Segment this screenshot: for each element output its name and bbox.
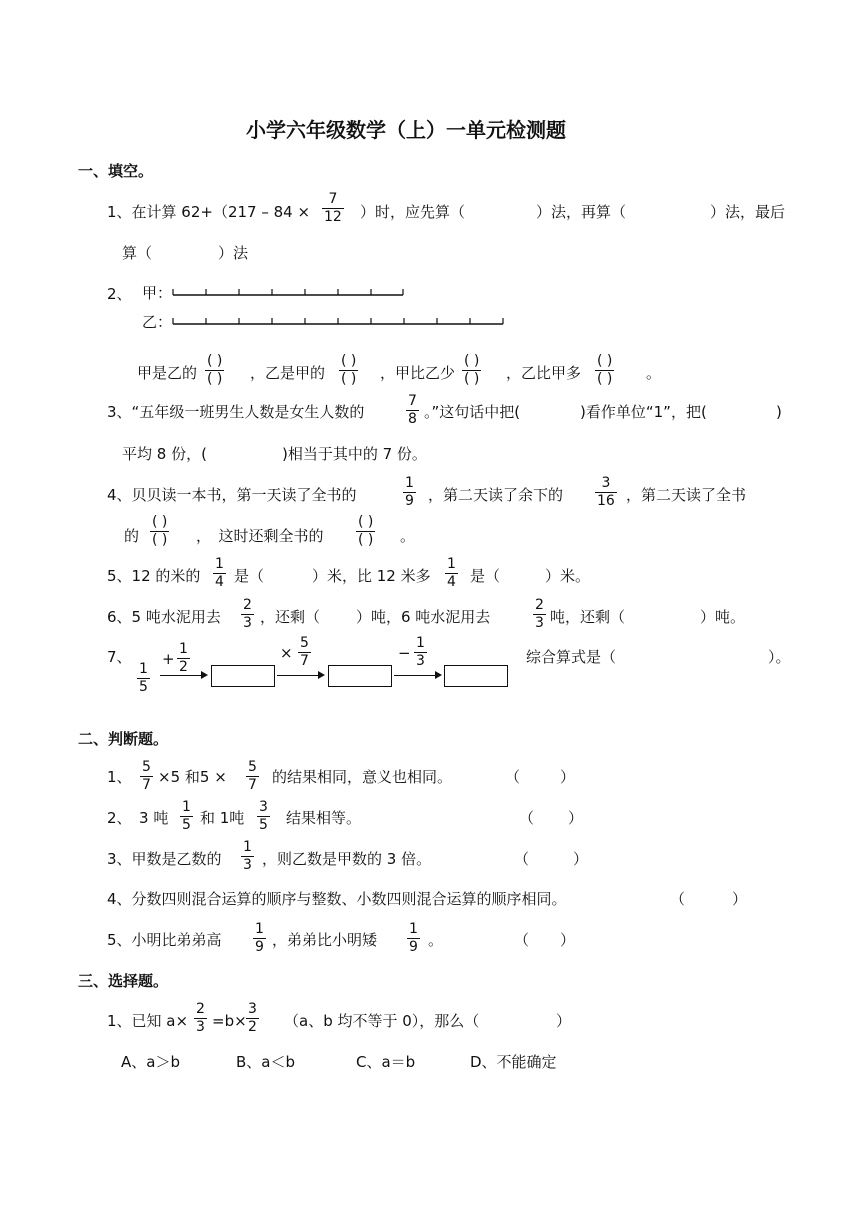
numerator: 5 — [300, 635, 309, 651]
q7-op-minus: − — [398, 644, 411, 662]
denominator: 8 — [408, 411, 417, 427]
q2-text-1: 甲是乙的 — [137, 364, 198, 382]
denominator: 12 — [324, 209, 342, 225]
j3-text-a: 3、甲数是乙数的 — [107, 850, 222, 868]
q1-text-g: ）法 — [218, 244, 249, 262]
q5-text-e: ）米。 — [545, 567, 591, 585]
q5-text-d: 是（ — [470, 567, 501, 585]
q5-text-c: ）米，比 12 米多 — [312, 567, 431, 585]
q2-number: 2、 — [107, 285, 132, 303]
blank-numerator: ( ) — [597, 353, 613, 369]
q2-text-2: ，乙是甲的 — [250, 364, 326, 382]
q4-fraction-2 — [595, 476, 617, 509]
q1-fraction — [322, 192, 344, 225]
q4-text-d: 的 — [124, 527, 140, 545]
q1-text-c: ）法，再算（ — [536, 203, 627, 221]
option-b[interactable]: B、a＜b — [236, 1053, 296, 1071]
q4-text-a: 4、贝贝读一本书，第一天读了全书的 — [107, 486, 357, 504]
denominator: 7 — [142, 777, 151, 793]
numerator: 1 — [416, 635, 425, 651]
q5-text-a: 5、12 的米的 — [107, 567, 201, 585]
blank-denominator: ( ) — [464, 371, 480, 387]
q3-text-d: ) — [776, 403, 782, 421]
denominator: 2 — [248, 1019, 257, 1035]
j1-fraction-1 — [140, 760, 153, 793]
option-a[interactable]: A、a＞b — [121, 1053, 180, 1071]
j2-fraction-2 — [257, 800, 270, 833]
numerator: 7 — [408, 393, 417, 409]
j5-text-c: 。 — [428, 931, 444, 949]
j3-paren-open[interactable]: （ — [514, 850, 530, 868]
j5-fraction-1 — [253, 922, 266, 955]
c1-fraction-1 — [194, 1002, 207, 1035]
j5-text-b: ，弟弟比小明矮 — [272, 931, 378, 949]
j1-text-c: 的结果相同，意义也相同。 — [272, 768, 453, 786]
q4-text-b: ，第二天读了余下的 — [428, 486, 564, 504]
j2-fraction-1 — [180, 800, 193, 833]
numerator: 1 — [179, 641, 188, 657]
q6-text-e: ）吨。 — [700, 608, 746, 626]
q1-text-b: ）时，应先算（ — [360, 203, 466, 221]
j1-paren-close: ） — [560, 768, 576, 786]
denominator: 5 — [259, 817, 268, 833]
numerator: 1 — [243, 839, 252, 855]
q7-start-fraction — [137, 662, 150, 695]
c1-text-c: （a、b 均不等于 0），那么（ — [284, 1012, 480, 1030]
blank-numerator: ( ) — [152, 514, 168, 530]
option-c[interactable]: C、a＝b — [356, 1053, 416, 1071]
q7-arrow-2 — [277, 675, 323, 676]
q5-fraction-1 — [213, 557, 226, 590]
numerator: 1 — [255, 921, 264, 937]
q5-fraction-2 — [445, 557, 458, 590]
j5-paren-open[interactable]: （ — [514, 931, 530, 949]
q4-text-e: ， 这时还剩全书的 — [196, 527, 324, 545]
q7-op-plus: + — [162, 650, 175, 668]
j4-paren-close: ） — [732, 890, 748, 908]
q3-text-g: )相当于其中的 7 份。 — [282, 445, 427, 463]
section-choice-heading: 三、选择题。 — [78, 972, 169, 990]
c1-fraction-2 — [246, 1002, 259, 1035]
q2-blank-fraction-4[interactable] — [595, 354, 614, 387]
q4-blank-fraction-2[interactable] — [356, 515, 375, 548]
q3-text-e: 平均 8 份，( — [122, 445, 207, 463]
q5-text-b: 是（ — [234, 567, 265, 585]
numerator: 5 — [248, 759, 257, 775]
denominator: 7 — [248, 777, 257, 793]
j3-paren-close: ） — [573, 850, 589, 868]
q6-text-a: 6、5 吨水泥用去 — [107, 608, 221, 626]
q7-fraction-1 — [177, 642, 190, 675]
j4-paren-open[interactable]: （ — [670, 890, 686, 908]
denominator: 9 — [405, 493, 414, 509]
numerator: 1 — [139, 661, 148, 677]
denominator: 3 — [535, 615, 544, 631]
blank-denominator: ( ) — [341, 371, 357, 387]
denominator: 3 — [196, 1019, 205, 1035]
q2-blank-fraction-3[interactable] — [462, 354, 481, 387]
q6-text-d: 吨，还剩（ — [550, 608, 626, 626]
j1-text-a: 1、 — [107, 768, 132, 786]
blank-denominator: ( ) — [597, 371, 613, 387]
denominator: 9 — [409, 939, 418, 955]
section-fill-heading: 一、填空。 — [78, 162, 154, 180]
j5-fraction-2 — [407, 922, 420, 955]
q2-text-4: ，乙比甲多 — [506, 364, 582, 382]
blank-numerator: ( ) — [341, 353, 357, 369]
c1-text-b: =b× — [212, 1012, 247, 1030]
q2-text-5: 。 — [646, 364, 662, 382]
option-d[interactable]: D、不能确定 — [470, 1053, 557, 1071]
q4-text-g: 。 — [400, 527, 416, 545]
denominator: 5 — [182, 817, 191, 833]
numerator: 1 — [182, 799, 191, 815]
q7-fraction-2 — [298, 636, 311, 669]
section-judge-heading: 二、判断题。 — [78, 730, 169, 748]
q4-blank-fraction-1[interactable] — [150, 515, 169, 548]
c1-text-a: 1、已知 a× — [107, 1012, 189, 1030]
denominator: 9 — [255, 939, 264, 955]
q7-answer-box-2[interactable] — [328, 665, 392, 687]
q1-text-a: 1、在计算 62+（217 – 84 × — [107, 203, 311, 221]
q6-text-c: ）吨，6 吨水泥用去 — [356, 608, 491, 626]
numerator: 7 — [328, 191, 338, 207]
blank-denominator: ( ) — [152, 532, 168, 548]
numerator: 1 — [409, 921, 418, 937]
q7-arrow-3 — [394, 675, 440, 676]
numerator: 3 — [259, 799, 268, 815]
q7-answer-box-1[interactable] — [211, 665, 275, 687]
j2-paren-open[interactable]: （ — [519, 809, 535, 827]
denominator: 16 — [597, 493, 615, 509]
q7-arrow-1 — [160, 675, 206, 676]
numerator: 2 — [243, 597, 252, 613]
blank-numerator: ( ) — [207, 353, 223, 369]
denominator: 7 — [300, 653, 309, 669]
j2-text-b: 和 1吨 — [200, 809, 245, 827]
numerator: 1 — [405, 475, 414, 491]
denominator: 3 — [416, 653, 425, 669]
q2-jia-label: 甲： — [142, 284, 173, 302]
j1-fraction-2 — [246, 760, 259, 793]
j3-fraction — [241, 840, 254, 873]
numerator: 3 — [601, 475, 611, 491]
q2-yi-label: 乙： — [142, 313, 173, 331]
blank-numerator: ( ) — [464, 353, 480, 369]
page-title: 小学六年级数学（上）一单元检测题 — [246, 118, 566, 142]
q4-text-c: ，第二天读了全书 — [626, 486, 747, 504]
q3-text-c: )看作单位“1”，把( — [580, 403, 707, 421]
denominator: 4 — [215, 574, 224, 590]
q1-text-e: 算（ — [122, 244, 153, 262]
j5-paren-close: ） — [560, 931, 576, 949]
blank-numerator: ( ) — [358, 514, 374, 530]
q6-fraction-1 — [241, 598, 254, 631]
q3-fraction — [406, 394, 419, 427]
q7-number: 7、 — [107, 648, 132, 666]
j3-text-b: ，则乙数是甲数的 3 倍。 — [262, 850, 432, 868]
j2-text-c: 结果相等。 — [286, 809, 362, 827]
q7-op-times: × — [280, 644, 293, 662]
j1-text-b: ×5 和5 × — [158, 768, 227, 786]
q3-text-b: 。”这句话中把( — [424, 403, 521, 421]
q2-blank-fraction-1[interactable] — [205, 354, 224, 387]
q7-fraction-3 — [414, 636, 427, 669]
j1-paren-open[interactable]: （ — [505, 768, 521, 786]
j2-paren-close: ） — [568, 809, 584, 827]
yi-segment — [172, 313, 508, 329]
numerator: 2 — [196, 1001, 205, 1017]
q3-text-a: 3、“五年级一班男生人数是女生人数的 — [107, 403, 365, 421]
j5-text-a: 5、小明比弟弟高 — [107, 931, 222, 949]
q2-blank-fraction-2[interactable] — [339, 354, 358, 387]
numerator: 3 — [248, 1001, 257, 1017]
numerator: 1 — [215, 556, 224, 572]
denominator: 4 — [447, 574, 456, 590]
denominator: 3 — [243, 857, 252, 873]
numerator: 2 — [535, 597, 544, 613]
denominator: 5 — [139, 679, 148, 695]
q2-text-3: ，甲比乙少 — [380, 364, 456, 382]
numerator: 1 — [447, 556, 456, 572]
numerator: 5 — [142, 759, 151, 775]
j4-text-a: 4、分数四则混合运算的顺序与整数、小数四则混合运算的顺序相同。 — [107, 890, 567, 908]
q6-fraction-2 — [533, 598, 546, 631]
q6-text-b: ，还剩（ — [260, 608, 321, 626]
q1-text-d: ）法，最后 — [710, 203, 786, 221]
denominator: 2 — [179, 659, 188, 675]
q7-answer-box-3[interactable] — [444, 665, 508, 687]
j2-text-a: 2、 3 吨 — [107, 809, 169, 827]
q7-text-b: ）。 — [768, 648, 791, 666]
blank-denominator: ( ) — [358, 532, 374, 548]
denominator: 3 — [243, 615, 252, 631]
q4-fraction-1 — [403, 476, 416, 509]
c1-text-d: ） — [556, 1012, 572, 1030]
blank-denominator: ( ) — [207, 371, 223, 387]
jia-segment — [172, 284, 408, 300]
q7-text-a: 综合算式是（ — [526, 648, 617, 666]
